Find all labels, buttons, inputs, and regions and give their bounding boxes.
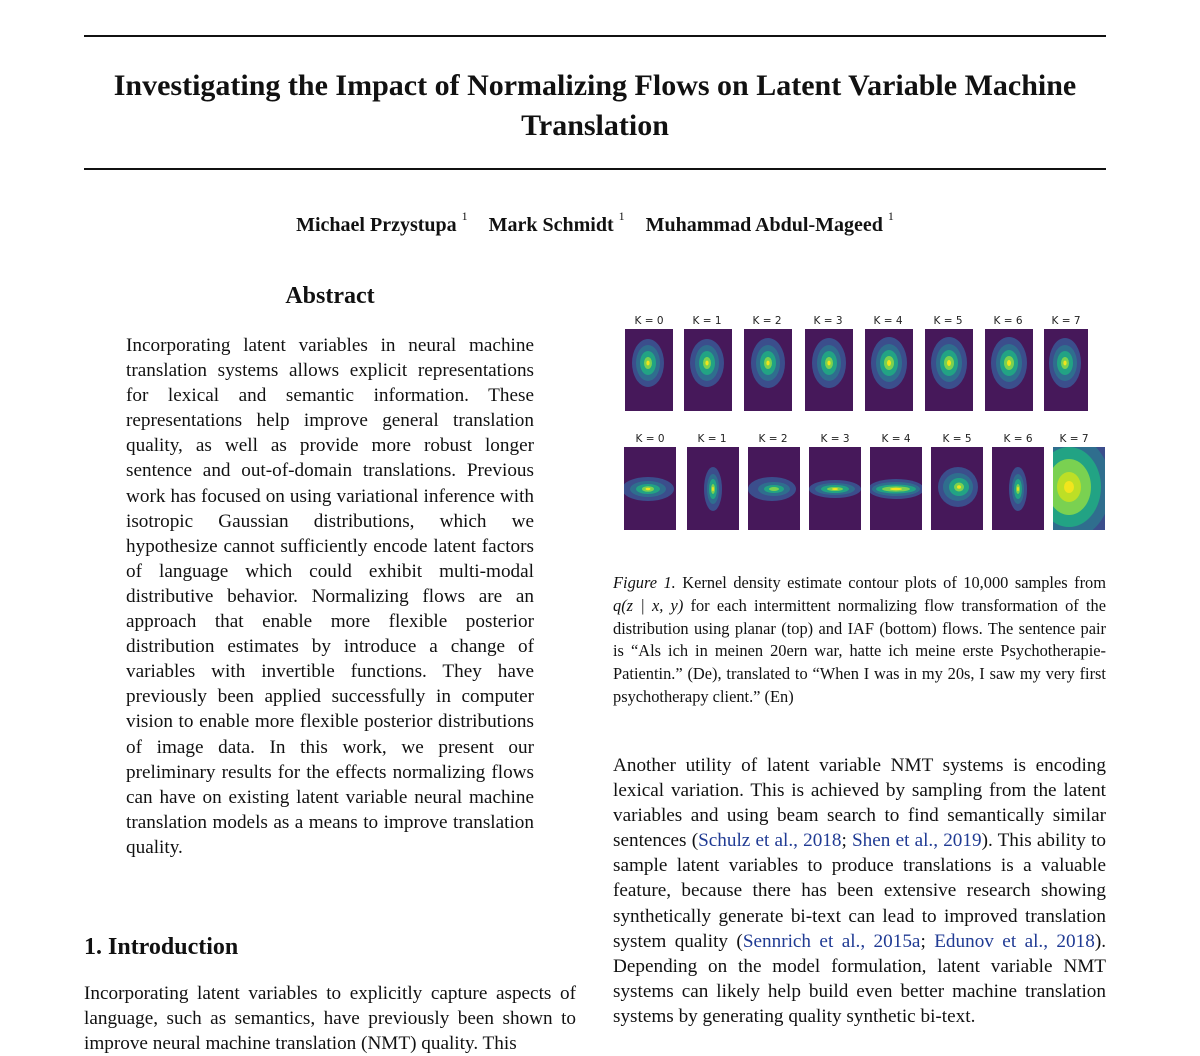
panel-label: K = 1 bbox=[697, 433, 727, 445]
panel-label: K = 7 bbox=[1059, 433, 1089, 445]
author-list bbox=[84, 209, 1106, 237]
kde-panel bbox=[992, 447, 1044, 530]
figure-number: Figure 1. bbox=[613, 573, 676, 592]
panel-label: K = 5 bbox=[942, 433, 972, 445]
kde-panel bbox=[624, 447, 676, 530]
citation-link[interactable]: Sennrich et al., 2015a bbox=[742, 930, 921, 952]
panel-label: K = 6 bbox=[1003, 433, 1033, 445]
body-paragraph: Another utility of latent variable NMT systems is encoding lexical variation. This is achieved by sampling from the latent variables and using beam search to find semantically similar sentences (Schulz et al., 2018; Shen et al., 2019). This ability to sample latent variables to produce translations is a valuable feature, because there has been extensive research showing synthetically generate bi-text can lead to improved translation system quality (Sennrich et al., 2015a; Edunov et al., 2018). Depending on the model formulation, latent variable NMT systems can likely help build even better machine translation systems by generating quality synthetic bi-text. bbox=[613, 755, 1106, 1027]
author: Muhammad Abdul-Mageed $^1$ bbox=[645, 209, 894, 236]
figure-caption: Figure 1. Kernel density estimate contour plots of 10,000 samples from q(z | x, y) for each intermittent normalizing flow transformation of the distribution using planar (top) and IAF (bottom) flows. The sentence pair is “Als ich in meinen 20ern war, hatte ich meine erste Psychotherapie-Patientin.” (De), translated to “When I was in my 20s, I saw my very first psychotherapy client.” (En) bbox=[613, 573, 1106, 706]
panel-label: K = 1 bbox=[692, 315, 722, 327]
kde-panel bbox=[870, 447, 922, 530]
introduction-heading: 1. Introduction bbox=[84, 934, 239, 960]
kde-panel bbox=[809, 447, 861, 530]
panel-label: K = 6 bbox=[993, 315, 1023, 327]
title-bottom-rule bbox=[84, 168, 1106, 170]
kde-panel bbox=[1044, 329, 1088, 411]
kde-panel bbox=[687, 447, 739, 530]
figure-1 bbox=[612, 312, 1106, 560]
kde-panel bbox=[865, 329, 913, 411]
math-expression: q(z | x, y) bbox=[613, 595, 684, 615]
author: Michael Przystupa $^1$ bbox=[296, 209, 468, 236]
citation-link[interactable]: Edunov et al., 2018 bbox=[934, 930, 1095, 952]
kde-panel bbox=[931, 447, 983, 530]
panel-label: K = 4 bbox=[881, 433, 911, 445]
panel-label: K = 7 bbox=[1051, 315, 1081, 327]
paper-title: Investigating the Impact of Normalizing Flows on Latent Variable Machine Translation bbox=[113, 69, 1077, 142]
kde-panel bbox=[925, 329, 973, 411]
kde-panel bbox=[805, 329, 853, 411]
author: Mark Schmidt $^1$ bbox=[488, 209, 625, 236]
panel-label: K = 4 bbox=[873, 315, 903, 327]
kde-panel bbox=[748, 447, 800, 530]
kde-panel bbox=[684, 329, 732, 411]
panel-label: K = 0 bbox=[635, 433, 665, 445]
panel-label: K = 3 bbox=[820, 433, 850, 445]
abstract-heading: Abstract bbox=[285, 283, 375, 309]
kde-panel bbox=[1053, 447, 1105, 530]
kde-panel bbox=[625, 329, 673, 411]
top-rule bbox=[84, 35, 1106, 37]
panel-label: K = 2 bbox=[758, 433, 788, 445]
panel-label: K = 5 bbox=[933, 315, 963, 327]
abstract-text: Incorporating latent variables in neural machine translation systems allows explicit representations for lexical and semantic information. These representations help improve general translation quality, as well as provide more robust longer sentence and out-of-domain translations. Previous work has focused on using variational inference with isotropic Gaussian distributions, which we hypothesize cannot sufficiently encode latent factors of language which could exhibit multi-modal distributive behavior. Normalizing flows are an approach that enable more flexible posterior distribution estimates by introduce a change of variables with invertible functions. They have previously been applied successfully in computer vision to enable more flexible posterior distributions of image data. In this work, we present our preliminary results for the effects normalizing flows can have on existing latent variable neural machine translation models as a means to improve translation quality. bbox=[126, 335, 534, 858]
introduction-text: Incorporating latent variables to explicitly capture aspects of language, such as semantics, have previously been shown to improve neural machine translation (NMT) quality. This bbox=[84, 983, 576, 1054]
panel-label: K = 3 bbox=[813, 315, 843, 327]
kde-panel bbox=[985, 329, 1033, 411]
citation-link[interactable]: Shen et al., 2019 bbox=[852, 830, 982, 852]
panel-label: K = 0 bbox=[634, 315, 664, 327]
kde-panel bbox=[744, 329, 792, 411]
panel-label: K = 2 bbox=[752, 315, 782, 327]
citation-link[interactable]: Schulz et al., 2018 bbox=[698, 830, 842, 852]
